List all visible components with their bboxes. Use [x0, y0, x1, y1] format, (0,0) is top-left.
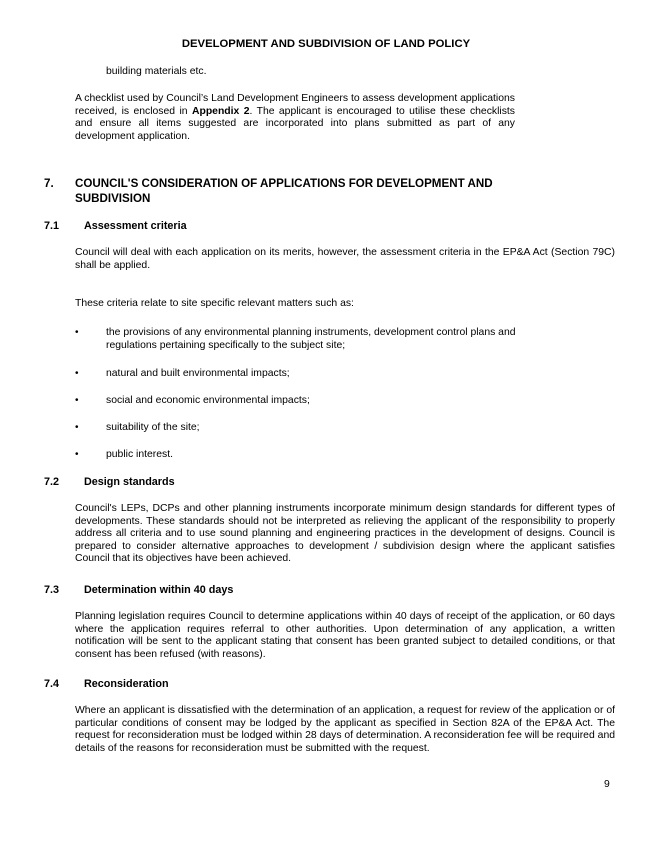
section-7-3-paragraph: Planning legislation requires Council to determine applications within 40 days of receipt of the application, or 60 days where the application requires referral to other authorities. Upon determination of any application, a written notification will be sent to the applicant stating that consent has been granted subject to detailed conditions, or that consent has been refused (with reasons). [75, 611, 615, 660]
section-7-4-title: Reconsideration [84, 678, 169, 690]
section-7-2-title: Design standards [84, 476, 175, 488]
checklist-text-pre: A checklist used by Council’s Land Development Engineers to assess development applications received, is enclosed in [75, 93, 515, 117]
section-7-1-number: 7.1 [44, 220, 60, 232]
section-7-2-number: 7.2 [44, 476, 60, 488]
section-7-number: 7. [44, 177, 54, 190]
section-7-2-paragraph: Council's LEPs, DCPs and other planning instruments incorporate minimum design standards for different types of developments. These standards should not be interpreted as relieving the applicant of the responsibility to properly address all criteria and to use sound planning and engineering practices in the development of designs. Council is prepared to consider alternative approaches to development / subdivision design where the applicant satisfies Council that its objectives have been achieved. [75, 503, 615, 565]
bullet-symbol: • [75, 422, 79, 433]
bullet-symbol: • [75, 368, 79, 379]
bullet-item-2: natural and built environmental impacts; [106, 368, 290, 379]
section-7-1-paragraph: Council will deal with each application on its merits, however, the assessment criteria in the EP&A Act (Section 79C) shall be applied. [75, 247, 615, 271]
bullet-symbol: • [75, 449, 79, 460]
bullet-item-3: social and economic environmental impacts; [106, 395, 310, 406]
page-header-title: DEVELOPMENT AND SUBDIVISION OF LAND POLICY [181, 38, 471, 50]
section-7-4-number: 7.4 [44, 678, 60, 690]
bullet-item-1: the provisions of any environmental planning instruments, development control plans and regulations pertaining specifically to the subject site; [106, 327, 516, 351]
page-number: 9 [604, 779, 610, 790]
continuation-text: building materials etc. [106, 66, 207, 77]
section-7-1-title: Assessment criteria [84, 220, 187, 232]
bullet-symbol: • [75, 327, 79, 338]
section-7-title: COUNCIL'S CONSIDERATION OF APPLICATIONS FOR DEVELOPMENT AND SUBDIVISION [75, 177, 493, 205]
section-7-4-paragraph: Where an applicant is dissatisfied with the determination of an application, a request for review of the application or of particular conditions of consent may be lodged by the applicant as specified in Section 82A of the EP&A Act. The request for reconsideration must be lodged within 28 days of determination. A reconsideration fee will be required and details of the reasons for reconsideration must be submitted with the request. [75, 705, 615, 754]
section-7-3-title: Determination within 40 days [84, 584, 234, 596]
checklist-text-post: . The applicant is encouraged to utilise these checklists and ensure all items suggested are incorporated into plans submitted as part of any development application. [75, 105, 515, 142]
bullet-symbol: • [75, 395, 79, 406]
checklist-paragraph [75, 93, 515, 143]
section-7-3-number: 7.3 [44, 584, 60, 596]
appendix-reference: Appendix 2 [191, 105, 250, 117]
bullet-item-4: suitability of the site; [106, 422, 200, 433]
bullet-item-5: public interest. [106, 449, 173, 460]
section-7-1-intro: These criteria relate to site specific relevant matters such as: [75, 298, 354, 309]
